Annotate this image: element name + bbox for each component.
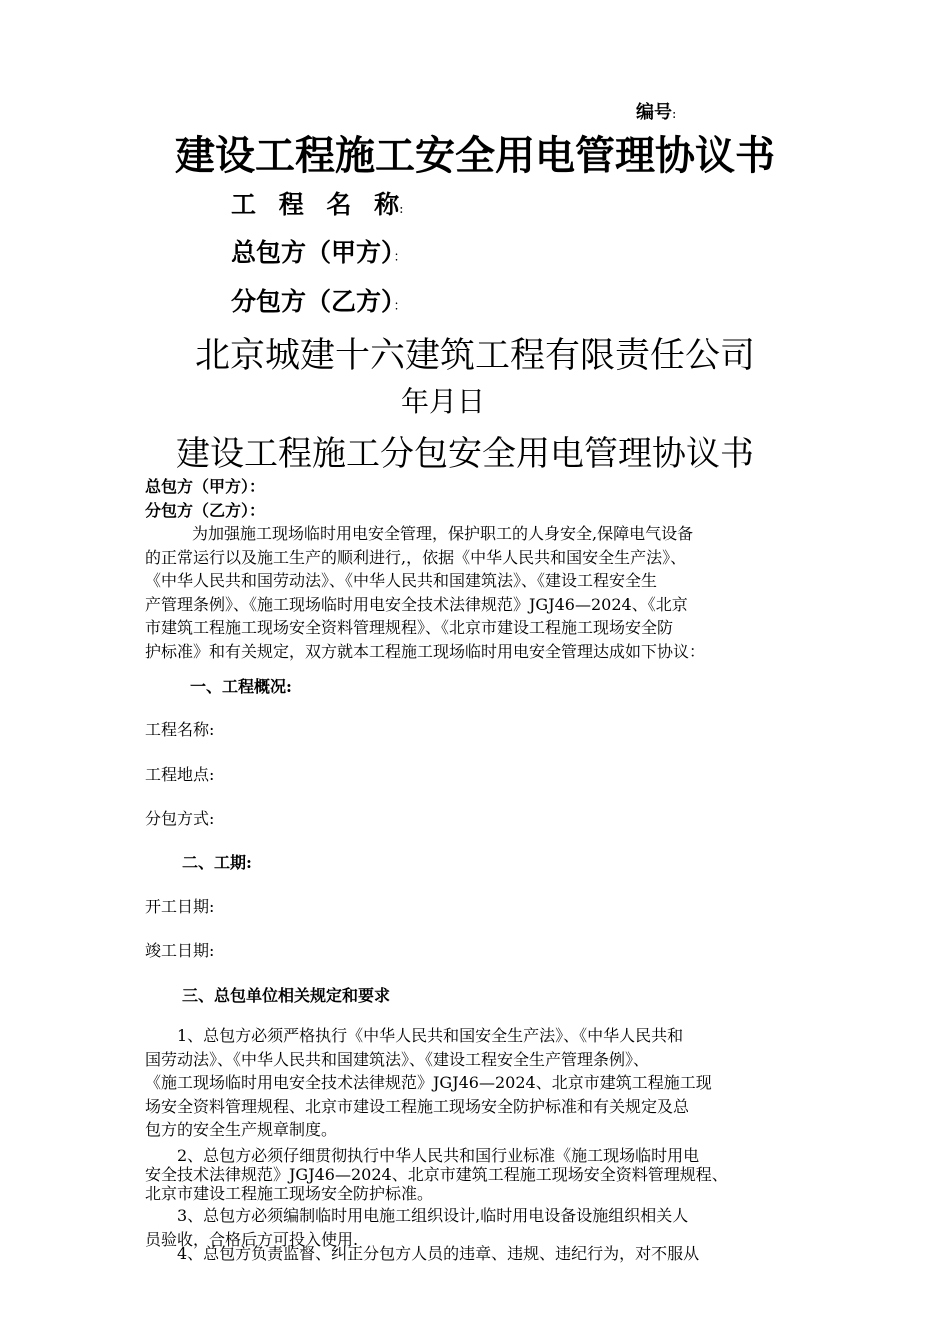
start-date-field: 开工日期: bbox=[145, 897, 215, 916]
section-1-heading: 一、工程概况: bbox=[190, 677, 292, 696]
requirement-item-4 bbox=[145, 1242, 699, 1266]
project-name-field: 工程名称: bbox=[145, 720, 215, 739]
project-location-field: 工程地点: bbox=[145, 765, 215, 784]
item-line: 4、总包方负责监督、纠正分包方人员的违章、违规、违纪行为，对不服从 bbox=[177, 1244, 700, 1263]
item-line: 场安全资料管理规程、北京市建设工程施工现场安全防护标准和有关规定及总 bbox=[145, 1096, 690, 1116]
intro-line: 《中华人民共和国劳动法》、《中华人民共和国建筑法》、《建设工程安全生 bbox=[145, 571, 658, 590]
item-line: 3、总包方必须编制临时用电施工组织设计,临时用电设备设施组织相关人 bbox=[177, 1206, 689, 1225]
item-line: 《施工现场临时用电安全技术法律规范》JGJ46—2024、北京市建筑工程施工现 bbox=[145, 1073, 712, 1092]
cover-date: 年月日 bbox=[401, 385, 486, 418]
section-3-heading: 三、总包单位相关规定和要求 bbox=[182, 986, 391, 1005]
intro-line: 市建筑工程施工现场安全资料管理规程》、《北京市建设工程施工现场安全防 bbox=[145, 618, 674, 637]
subcontract-method-field: 分包方式: bbox=[145, 809, 215, 828]
cover-title: 建设工程施工安全用电管理协议书 bbox=[175, 132, 775, 179]
item-line: 国劳动法》、《中华人民共和国建筑法》、《建设工程安全生产管理条例》、 bbox=[145, 1049, 650, 1069]
section-2-heading: 二、工期: bbox=[182, 853, 252, 872]
item-line: 1、总包方必须严格执行《中华人民共和国安全生产法》、《中华人民共和 bbox=[177, 1026, 684, 1045]
intro-line: 护标准》和有关规定，双方就本工程施工现场临时用电安全管理达成如下协议： bbox=[145, 641, 706, 661]
party-b-label: 分包方（乙方）： bbox=[231, 287, 407, 316]
project-name-label: 工 程 名 称: bbox=[231, 190, 404, 219]
party-a-label: 总包方（甲方）： bbox=[231, 238, 407, 267]
end-date-field: 竣工日期: bbox=[145, 941, 215, 960]
item-line: 北京市建设工程施工现场安全防护标准。 bbox=[145, 1184, 434, 1203]
company-name: 北京城建十六建筑工程有限责任公司 bbox=[195, 336, 756, 376]
intro-line: 的正常运行以及施工生产的顺利进行,，依据《中华人民共和国安全生产法》、 bbox=[145, 547, 687, 567]
intro-line: 产管理条例》、《施工现场临时用电安全技术法律规范》JGJ46—2024、《北京 bbox=[145, 594, 688, 614]
item-line: 2、总包方必须仔细贯彻执行中华人民共和国行业标准《施工现场临时用电 bbox=[177, 1146, 700, 1165]
item-line: 安全技术法律规范》JGJ46—2024、北京市建筑工程施工现场安全资料管理规程、 bbox=[145, 1165, 728, 1184]
item-line: 员验收，合格后方可投入使用. bbox=[145, 1229, 359, 1249]
serial-number-label: 编号: bbox=[636, 102, 677, 123]
requirement-item-1 bbox=[145, 1024, 712, 1142]
item-line: 包方的安全生产规章制度。 bbox=[145, 1120, 338, 1139]
intro-paragraph bbox=[145, 522, 705, 663]
agreement-title: 建设工程施工分包安全用电管理协议书 bbox=[176, 434, 754, 474]
agreement-party-b: 分包方（乙方）： bbox=[145, 501, 266, 520]
agreement-party-a: 总包方（甲方）： bbox=[145, 477, 266, 496]
intro-line: 为加强施工现场临时用电安全管理，保护职工的人身安全,保障电气设备 bbox=[192, 524, 694, 543]
requirement-item-2 bbox=[145, 1146, 728, 1203]
